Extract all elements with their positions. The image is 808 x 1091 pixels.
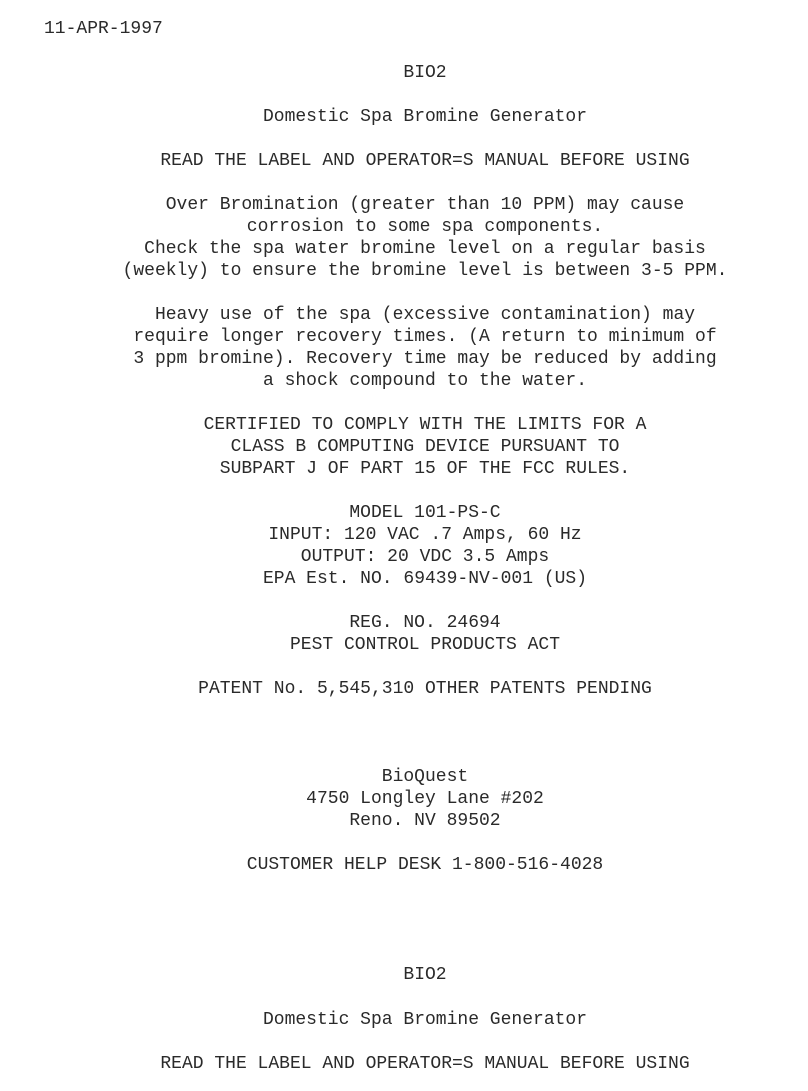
recovery-note (0, 304, 808, 392)
help-desk-text: CUSTOMER HELP DESK 1-800-516-4028 (246, 855, 604, 875)
product-name-repeat (0, 1009, 808, 1031)
product-name-text: Domestic Spa Bromine Generator (262, 1010, 588, 1030)
company-address (0, 766, 808, 832)
product-code (0, 62, 808, 84)
fcc-certification (0, 414, 808, 480)
manual-warning-text: READ THE LABEL AND OPERATOR=S MANUAL BEFORE USING (160, 1054, 690, 1074)
company-street: 4750 Longley Lane #202 (306, 789, 544, 809)
fcc-line: SUBPART J OF PART 15 OF THE FCC RULES. (219, 459, 631, 479)
bromination-note (0, 194, 808, 282)
recovery-line: require longer recovery times. (A return to minimum of (133, 327, 717, 347)
product-code-text: BIO2 (403, 63, 447, 83)
recovery-line: 3 ppm bromine). Recovery time may be reduced by adding (133, 349, 717, 369)
manual-warning-text: READ THE LABEL AND OPERATOR=S MANUAL BEFORE USING (160, 151, 690, 171)
model-number: MODEL 101-PS-C (349, 503, 501, 523)
output-rating: OUTPUT: 20 VDC 3.5 Amps (300, 547, 550, 567)
bromination-line: Check the spa water bromine level on a regular basis (144, 239, 706, 259)
bromination-line: Over Bromination (greater than 10 PPM) may cause (165, 195, 685, 215)
product-name-text: Domestic Spa Bromine Generator (262, 107, 588, 127)
product-name (0, 106, 808, 128)
product-code-text: BIO2 (403, 965, 447, 985)
recovery-line: a shock compound to the water. (262, 371, 588, 391)
fcc-line: CLASS B COMPUTING DEVICE PURSUANT TO (230, 437, 620, 457)
help-desk (0, 854, 808, 876)
registration-act: PEST CONTROL PRODUCTS ACT (289, 635, 561, 655)
patent-info (0, 678, 808, 700)
document-date: 11-APR-1997 (44, 19, 163, 39)
product-code-repeat (0, 964, 808, 986)
manual-warning-repeat (0, 1053, 808, 1075)
input-rating: INPUT: 120 VAC .7 Amps, 60 Hz (268, 525, 582, 545)
recovery-line: Heavy use of the spa (excessive contamination) may (154, 305, 696, 325)
bromination-line: (weekly) to ensure the bromine level is between 3-5 PPM. (122, 261, 728, 281)
registration-number: REG. NO. 24694 (349, 613, 501, 633)
registration (0, 612, 808, 656)
fcc-line: CERTIFIED TO COMPLY WITH THE LIMITS FOR A (203, 415, 647, 435)
epa-number: EPA Est. NO. 69439-NV-001 (US) (262, 569, 588, 589)
manual-warning (0, 150, 808, 172)
bromination-line: corrosion to some spa components. (246, 217, 604, 237)
company-city: Reno. NV 89502 (349, 811, 501, 831)
patent-text: PATENT No. 5,545,310 OTHER PATENTS PENDING (198, 679, 652, 699)
electrical-specs (0, 502, 808, 590)
company-name: BioQuest (381, 767, 469, 787)
